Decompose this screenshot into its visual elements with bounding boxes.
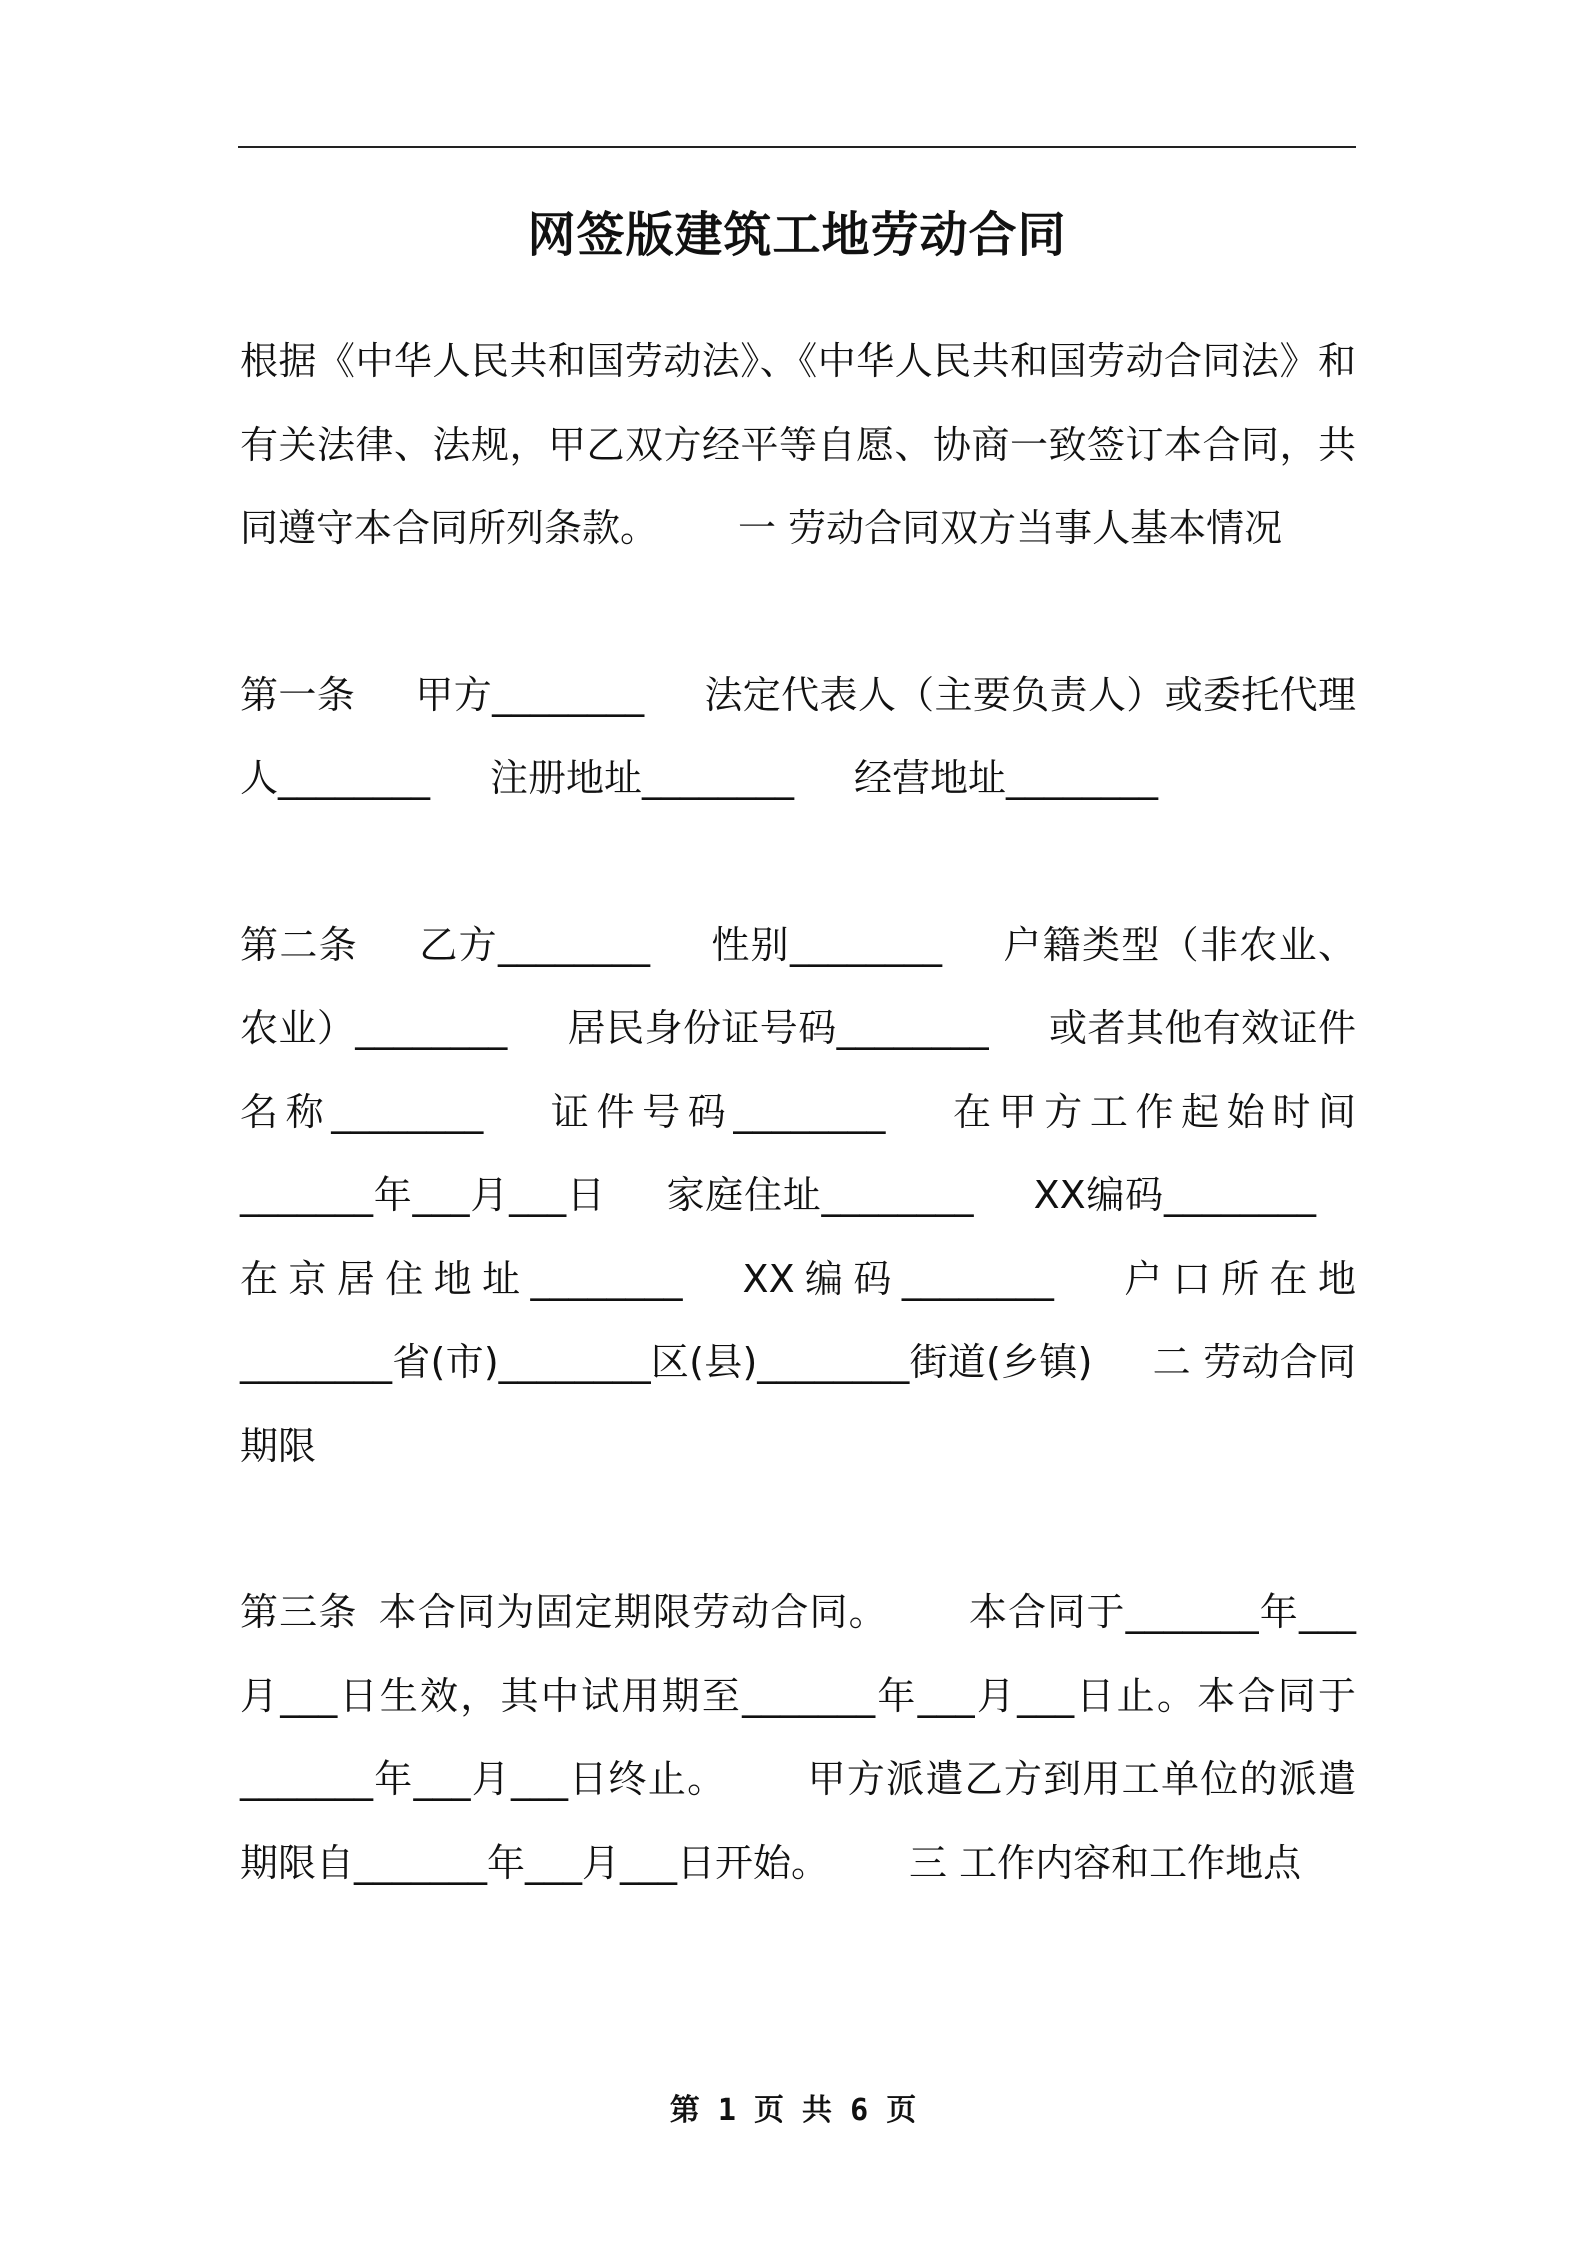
article-2-number: 第二条 (240, 922, 358, 967)
fixed-term-text: 本合同为固定期限劳动合同。 (377, 1590, 888, 1634)
hukou-type-field: 户籍类型（非农业、农业）________ (240, 922, 1356, 1050)
start-date-field: 在甲方工作起始时间_______年___月___日 (240, 1089, 1356, 1217)
end-date-text: 本合同于_______年___月___日终止。 (240, 1673, 1356, 1801)
cert-number-field: 证件号码________ (543, 1089, 886, 1134)
home-address-field: 家庭住址________ (665, 1173, 974, 1217)
page-footer: 第 1 页 共 6 页 (669, 2093, 917, 2128)
beijing-address-field: 在京居住地址________ (240, 1256, 683, 1301)
article-1-number: 第一条 (240, 672, 356, 717)
operating-address-field: 经营地址________ (854, 756, 1159, 800)
article-1 (240, 654, 1356, 821)
other-id-field: 或者其他有效证件名称________ (240, 1006, 1356, 1134)
postcode-field-2: XX编码________ (742, 1256, 1054, 1301)
id-number-field: 居民身份证号码________ (567, 1006, 989, 1050)
article-3-number: 第三条 (240, 1590, 358, 1634)
postcode-field-1: XX编码________ (1033, 1173, 1316, 1217)
representative-field: 法定代表人（主要负责人）或委托代理人________ (240, 672, 1356, 800)
intro-paragraph (240, 320, 1356, 571)
party-a-field: 甲方________ (415, 672, 645, 717)
registered-address-field: 注册地址________ (490, 756, 795, 800)
article-3 (240, 1571, 1356, 1905)
document-title: 网签版建筑工地劳动合同 (527, 207, 1067, 263)
hukou-location-field: 户口所在地________省(市)________区(县)________街道(乡镇) (240, 1256, 1356, 1384)
section-heading-1: 一 劳动合同双方当事人基本情况 (738, 506, 1283, 550)
section-heading-2: 二 劳动合同期限 (240, 1340, 1356, 1468)
dispatch-period-text: 甲方派遣乙方到用工单位的派遣期限自_______年___月___日开始。 (240, 1757, 1356, 1885)
article-2 (240, 904, 1356, 1489)
effective-date-text: 本合同于_______年___月___日生效，其中试用期至_______年___月___日止。 (240, 1590, 1356, 1718)
section-heading-3: 三 工作内容和工作地点 (909, 1840, 1302, 1885)
intro-text: 根据《中华人民共和国劳动法》、《中华人民共和国劳动合同法》和有关法律、法规，甲乙双方经平等自愿、协商一致签订本合同，共同遵守本合同所列条款。 (240, 339, 1356, 550)
gender-field: 性别________ (710, 922, 942, 967)
header-rule (238, 146, 1356, 148)
document-body (240, 320, 1356, 1905)
party-b-field: 乙方________ (418, 922, 650, 967)
